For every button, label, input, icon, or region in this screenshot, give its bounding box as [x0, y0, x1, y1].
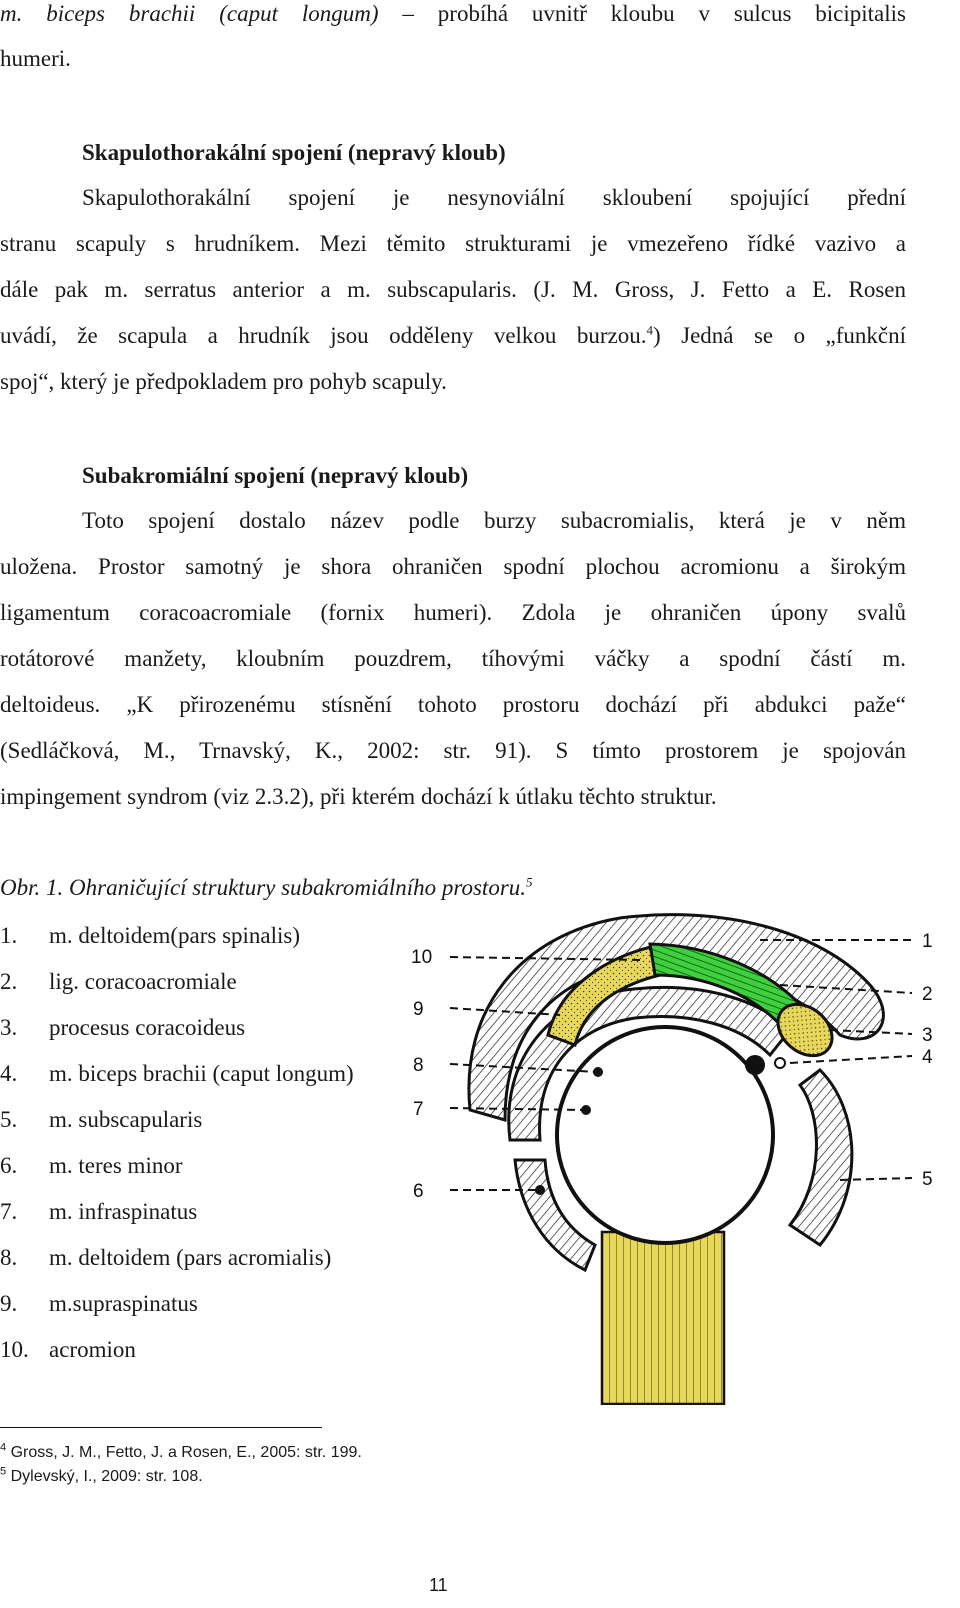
- paragraph-line: Skapulothorakální spojení je nesynoviální skloubení spojující přední: [82, 185, 906, 210]
- biceps-tendon-ring: [775, 1058, 785, 1068]
- legend-item: 1. m. deltoidem(pars spinalis): [0, 923, 301, 948]
- paragraph-line: Toto spojení dostalo název podle burzy subacromialis, která je v něm: [82, 508, 906, 533]
- paragraph-line: stranu scapuly s hrudníkem. Mezi těmito strukturami je vmezeřeno řídké vazivo a: [0, 231, 906, 256]
- diagram-label-4: 4: [922, 1047, 933, 1068]
- section-heading-skapulothorakalni: Skapulothorakální spojení (nepravý kloub): [82, 140, 506, 165]
- paragraph-line: (Sedláčková, M., Trnavský, K., 2002: str. 91). S tímto prostorem je spojován: [0, 738, 906, 763]
- subscapularis-band: [790, 1070, 852, 1245]
- diagram-label-6: 6: [413, 1181, 424, 1202]
- legend-item: 10. acromion: [0, 1337, 136, 1362]
- paragraph-line: spoj“, který je předpokladem pro pohyb scapuly.: [0, 369, 447, 394]
- humerus-shaft: [602, 1232, 724, 1404]
- paragraph-line: deltoideus. „K přirozenému stísnění tohoto prostoru dochází při abdukci paže“: [0, 692, 906, 717]
- legend-item: 4. m. biceps brachii (caput longum): [0, 1061, 354, 1086]
- legend-item: 2. lig. coracoacromiale: [0, 969, 237, 994]
- legend-item: 8. m. deltoidem (pars acromialis): [0, 1245, 332, 1270]
- diagram-label-8: 8: [413, 1055, 424, 1076]
- section-heading-subakromialni: Subakromiální spojení (nepravý kloub): [82, 463, 469, 488]
- footnote-4: $^4$ Gross, J. M., Fetto, J. a Rosen, E., 2005: str. 199.: [0, 1441, 362, 1461]
- legend-item: 6. m. teres minor: [0, 1153, 183, 1178]
- footnote-ref-5[interactable]: 5: [526, 874, 533, 890]
- paragraph-line: dále pak m. serratus anterior a m. subscapularis. (J. M. Gross, J. Fetto a E. Rosen: [0, 277, 906, 302]
- humeral-head: [557, 1027, 773, 1243]
- footnote-separator: [0, 1427, 322, 1428]
- legend-item: 7. m. infraspinatus: [0, 1199, 198, 1224]
- diagram-label-3: 3: [922, 1025, 933, 1046]
- diagram-label-7: 7: [413, 1099, 424, 1120]
- legend-item: 5. m. subscapularis: [0, 1107, 203, 1132]
- diagram-label-2: 2: [922, 984, 933, 1005]
- legend-item: 9. m.supraspinatus: [0, 1291, 198, 1316]
- shoulder-anatomy-diagram: [405, 905, 960, 1405]
- legend-item: 3. procesus coracoideus: [0, 1015, 246, 1040]
- page-number: 11: [429, 1575, 448, 1595]
- leader-line-4: [790, 1056, 912, 1063]
- diagram-label-1: 1: [922, 931, 933, 952]
- paragraph-line: ligamentum coracoacromiale (fornix humeri). Zdola je ohraničen úpony svalů: [0, 600, 906, 625]
- paragraph-line: uvádí, že scapula a hrudník jsou odděleny velkou burzou.$^4$) Jedná se o „funkční: [0, 322, 906, 348]
- paragraph-line: impingement syndrom (viz 2.3.2), při kterém dochází k útlaku těchto struktur.: [0, 784, 717, 809]
- figure-caption: Obr. 1. Ohraničující struktury subakromiálního prostoru.$^5$: [0, 874, 533, 900]
- footnote-5: $^5$ Dylevský, I., 2009: str. 108.: [0, 1465, 203, 1485]
- intro-muscle-name: m. biceps brachii (caput longum): [0, 1, 379, 26]
- intro-line-1: m. biceps brachii (caput longum) – probíhá uvnitř kloubu v sulcus bicipitalis: [0, 1, 906, 26]
- marker-dot: [535, 1185, 545, 1195]
- paragraph-line: uložena. Prostor samotný je shora ohraničen spodní plochou acromionu a širokým: [0, 554, 906, 579]
- diagram-label-10: 10: [411, 947, 433, 968]
- diagram-label-9: 9: [413, 999, 424, 1020]
- footnote-ref-4[interactable]: 4: [646, 322, 654, 338]
- diagram-label-5: 5: [922, 1169, 933, 1190]
- intro-line-2: humeri.: [0, 46, 71, 71]
- paragraph-line: rotátorové manžety, kloubním pouzdrem, tíhovými váčky a spodní částí m.: [0, 646, 906, 671]
- biceps-tendon-dot: [745, 1055, 765, 1075]
